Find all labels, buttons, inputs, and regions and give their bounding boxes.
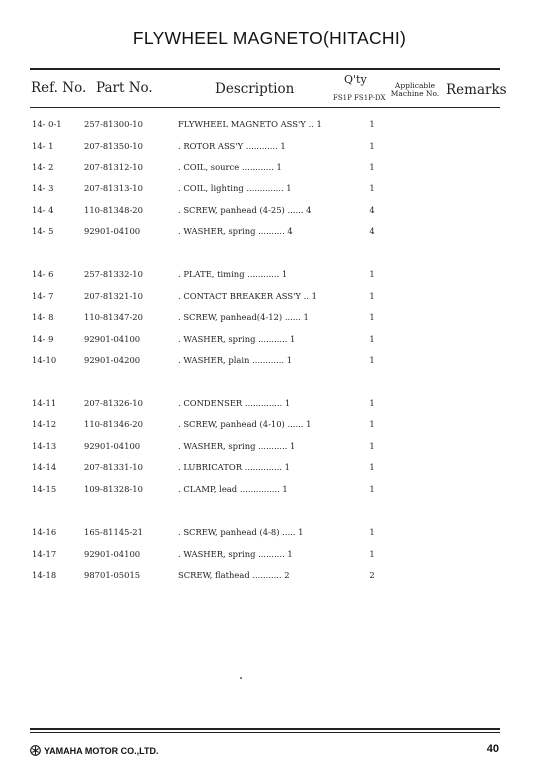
- table-row: [0, 269, 539, 283]
- description-cell: . COIL, lighting .............. 1: [178, 183, 292, 193]
- table-row: [0, 183, 539, 197]
- qty-dx-cell: 4: [369, 226, 375, 236]
- description-cell: . CONTACT BREAKER ASS'Y .. 1: [178, 291, 317, 301]
- qty-dx-cell: 1: [369, 527, 375, 537]
- ref-no-cell: 14-14: [32, 462, 57, 472]
- description-cell: . LUBRICATOR .............. 1: [178, 462, 290, 472]
- description-cell: SCREW, flathead ........... 2: [178, 570, 290, 580]
- header-qty: Q'ty: [344, 73, 367, 86]
- table-row: [0, 334, 539, 348]
- qty-dx-cell: 1: [369, 183, 375, 193]
- description-cell: . CLAMP, lead ............... 1: [178, 484, 288, 494]
- footer-rule-thin: [30, 732, 500, 733]
- part-no-cell: 110-81347-20: [84, 312, 143, 322]
- qty-dx-cell: 1: [369, 291, 375, 301]
- ref-no-cell: 14- 4: [32, 205, 54, 215]
- description-cell: FLYWHEEL MAGNETO ASS'Y .. 1: [178, 119, 322, 129]
- header-qty-sub: FS1P FS1P-DX: [333, 94, 386, 102]
- ref-no-cell: 14- 7: [32, 291, 54, 301]
- table-row: [0, 355, 539, 369]
- ref-no-cell: 14- 5: [32, 226, 54, 236]
- description-cell: . WASHER, spring .......... 4: [178, 226, 293, 236]
- table-row: [0, 527, 539, 541]
- qty-dx-cell: 1: [369, 162, 375, 172]
- yamaha-tuning-fork-icon: [30, 745, 41, 756]
- table-row: [0, 441, 539, 455]
- table-row: [0, 205, 539, 219]
- table-row: [0, 484, 539, 498]
- header-applicable-line2: Machine No.: [390, 89, 440, 98]
- description-cell: . WASHER, spring ........... 1: [178, 334, 296, 344]
- description-cell: . SCREW, panhead(4-12) ...... 1: [178, 312, 309, 322]
- ref-no-cell: 14- 2: [32, 162, 54, 172]
- header-applicable-line1: Applicable: [394, 81, 436, 90]
- description-cell: . SCREW, panhead (4-8) ..... 1: [178, 527, 304, 537]
- part-no-cell: 92901-04100: [84, 441, 141, 451]
- part-no-cell: 257-81300-10: [84, 119, 143, 129]
- ref-no-cell: 14-16: [32, 527, 57, 537]
- description-cell: . PLATE, timing ............ 1: [178, 269, 288, 279]
- header-ref-no: Ref. No.: [31, 80, 87, 96]
- part-no-cell: 207-81321-10: [84, 291, 143, 301]
- table-row: [0, 419, 539, 433]
- table-row: [0, 462, 539, 476]
- description-cell: . CONDENSER .............. 1: [178, 398, 291, 408]
- ref-no-cell: 14-13: [32, 441, 57, 451]
- ref-no-cell: 14-12: [32, 419, 57, 429]
- table-row: [0, 226, 539, 240]
- ref-no-cell: 14- 1: [32, 141, 54, 151]
- part-no-cell: 109-81328-10: [84, 484, 143, 494]
- qty-dx-cell: 1: [369, 484, 375, 494]
- page-number: 40: [486, 743, 499, 755]
- header-bottom-rule: [30, 107, 500, 108]
- table-row: [0, 119, 539, 133]
- ref-no-cell: 14-11: [32, 398, 57, 408]
- qty-dx-cell: 1: [369, 441, 375, 451]
- qty-dx-cell: 1: [369, 119, 375, 129]
- table-row: [0, 398, 539, 412]
- qty-dx-cell: 1: [369, 141, 375, 151]
- qty-dx-cell: 1: [369, 398, 375, 408]
- description-cell: . SCREW, panhead (4-10) ...... 1: [178, 419, 312, 429]
- header-remarks: Remarks: [446, 82, 507, 98]
- ref-no-cell: 14- 0-1: [32, 119, 62, 129]
- part-no-cell: 92901-04100: [84, 549, 141, 559]
- qty-dx-cell: 1: [369, 269, 375, 279]
- qty-dx-cell: 1: [369, 549, 375, 559]
- part-no-cell: 207-81350-10: [84, 141, 143, 151]
- table-row: [0, 312, 539, 326]
- part-no-cell: 110-81346-20: [84, 419, 143, 429]
- part-no-cell: 207-81312-10: [84, 162, 143, 172]
- ref-no-cell: 14- 6: [32, 269, 54, 279]
- table-row: [0, 291, 539, 305]
- company-name: YAMAHA MOTOR CO.,LTD.: [44, 745, 159, 756]
- qty-dx-cell: 1: [369, 355, 375, 365]
- speck: [240, 677, 242, 679]
- header-part-no: Part No.: [96, 80, 153, 96]
- part-no-cell: 92901-04200: [84, 355, 141, 365]
- description-cell: . SCREW, panhead (4-25) ...... 4: [178, 205, 312, 215]
- header-top-rule: [30, 68, 500, 70]
- header-description: Description: [215, 81, 295, 97]
- qty-dx-cell: 2: [369, 570, 375, 580]
- description-cell: . WASHER, plain ............ 1: [178, 355, 293, 365]
- footer-rule-thick: [30, 728, 500, 730]
- qty-dx-cell: 1: [369, 419, 375, 429]
- part-no-cell: 207-81331-10: [84, 462, 143, 472]
- table-row: [0, 162, 539, 176]
- part-no-cell: 92901-04100: [84, 334, 141, 344]
- qty-dx-cell: 1: [369, 312, 375, 322]
- ref-no-cell: 14-15: [32, 484, 57, 494]
- company-footer: [30, 745, 159, 756]
- qty-dx-cell: 1: [369, 462, 375, 472]
- qty-dx-cell: 1: [369, 334, 375, 344]
- ref-no-cell: 14- 3: [32, 183, 54, 193]
- part-no-cell: 207-81326-10: [84, 398, 143, 408]
- ref-no-cell: 14-18: [32, 570, 57, 580]
- ref-no-cell: 14-10: [32, 355, 57, 365]
- description-cell: . WASHER, spring ........... 1: [178, 441, 296, 451]
- description-cell: . COIL, source ............ 1: [178, 162, 282, 172]
- description-cell: . WASHER, spring .......... 1: [178, 549, 293, 559]
- ref-no-cell: 14-17: [32, 549, 57, 559]
- ref-no-cell: 14- 8: [32, 312, 54, 322]
- part-no-cell: 110-81348-20: [84, 205, 143, 215]
- part-no-cell: 165-81145-21: [84, 527, 143, 537]
- description-cell: . ROTOR ASS'Y ............ 1: [178, 141, 286, 151]
- table-row: [0, 141, 539, 155]
- part-no-cell: 98701-05015: [84, 570, 141, 580]
- part-no-cell: 92901-04100: [84, 226, 141, 236]
- page-title: FLYWHEEL MAGNETO(HITACHI): [132, 28, 407, 48]
- table-row: [0, 549, 539, 563]
- part-no-cell: 207-81313-10: [84, 183, 143, 193]
- ref-no-cell: 14- 9: [32, 334, 54, 344]
- table-row: [0, 570, 539, 584]
- part-no-cell: 257-81332-10: [84, 269, 143, 279]
- qty-dx-cell: 4: [369, 205, 375, 215]
